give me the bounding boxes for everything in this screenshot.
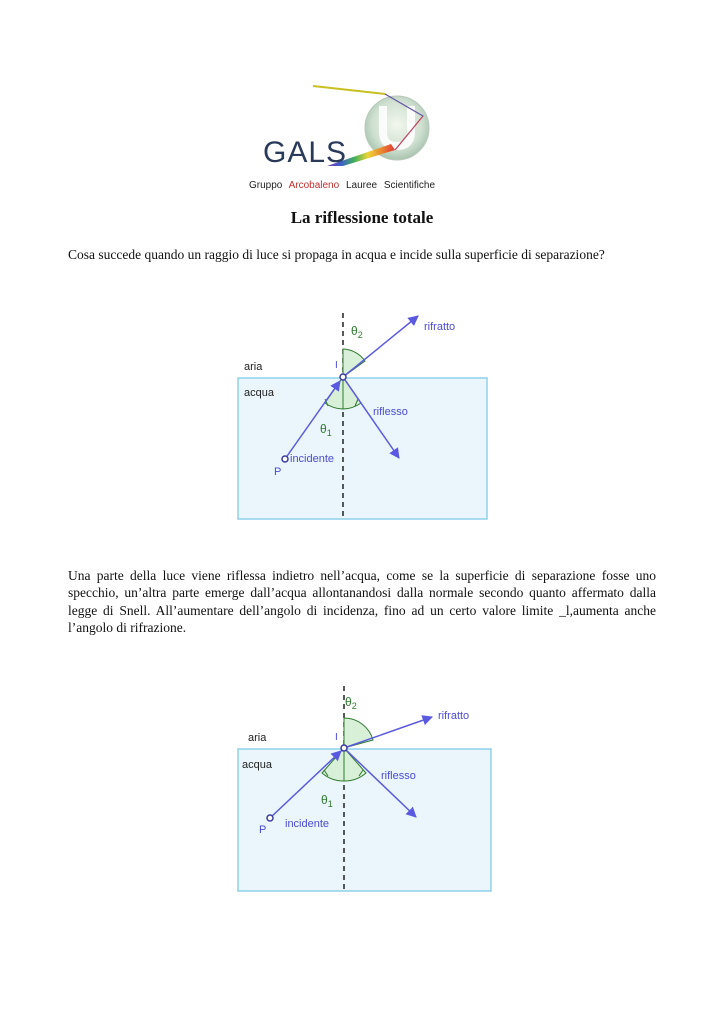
label-point-I: I <box>335 732 338 743</box>
label-aria: aria <box>248 732 267 744</box>
label-theta1: $\theta_1$ <box>321 793 333 809</box>
point-P-marker <box>267 815 273 821</box>
label-rifratto: rifratto <box>424 321 456 333</box>
refraction-diagram-2 <box>232 680 494 895</box>
label-aria: aria <box>244 361 263 373</box>
page-title: La riflessione totale <box>290 208 434 227</box>
body-paragraph: Una parte della luce viene riflessa indietro nell’acqua, come se la superficie di separazione fosse uno specchio, un’altra parte emerge dall’acqua allontanandosi dalla normale secondo quanto affermato dalla legge di Snell. All’aumentare dell’angolo di incidenza, fino ad un certo valore limite _l,aumenta anche l’angolo di rifrazione. <box>68 568 656 635</box>
point-I-marker <box>341 745 347 751</box>
label-incidente: incidente <box>285 818 330 830</box>
logo-light-ray <box>313 86 385 94</box>
gals-logo <box>249 80 485 195</box>
point-P-marker <box>282 456 288 462</box>
logo-subtitle-word-1: Gruppo <box>249 180 283 191</box>
logo-subtitle-word-4: Scientifiche <box>383 180 436 191</box>
label-point-P: P <box>259 824 267 836</box>
label-point-I: I <box>335 360 338 371</box>
label-point-P: P <box>274 466 282 478</box>
label-theta2: $\theta_2$ <box>345 695 357 711</box>
label-acqua: acqua <box>244 387 274 399</box>
water-region <box>238 378 487 519</box>
label-incidente: incidente <box>290 453 335 465</box>
logo-subtitle-word-2: Arcobaleno <box>288 180 340 191</box>
refraction-diagram-1 <box>232 307 494 525</box>
label-theta1: $\theta_1$ <box>320 422 332 438</box>
question-text: Cosa succede quando un raggio di luce si propaga in acqua e incide sulla superficie di separazione? <box>68 247 605 262</box>
label-rifratto: rifratto <box>438 710 470 722</box>
logo-subtitle-word-3: Lauree <box>345 180 378 191</box>
angle-theta2-arc <box>343 349 365 377</box>
logo-subtitle <box>249 180 435 191</box>
label-acqua: acqua <box>242 759 272 771</box>
water-region <box>238 749 491 891</box>
label-riflesso: riflesso <box>381 770 416 782</box>
label-riflesso: riflesso <box>373 406 408 418</box>
logo-name: GALS <box>263 136 348 169</box>
label-theta2: $\theta_2$ <box>351 324 363 340</box>
point-I-marker <box>340 374 346 380</box>
